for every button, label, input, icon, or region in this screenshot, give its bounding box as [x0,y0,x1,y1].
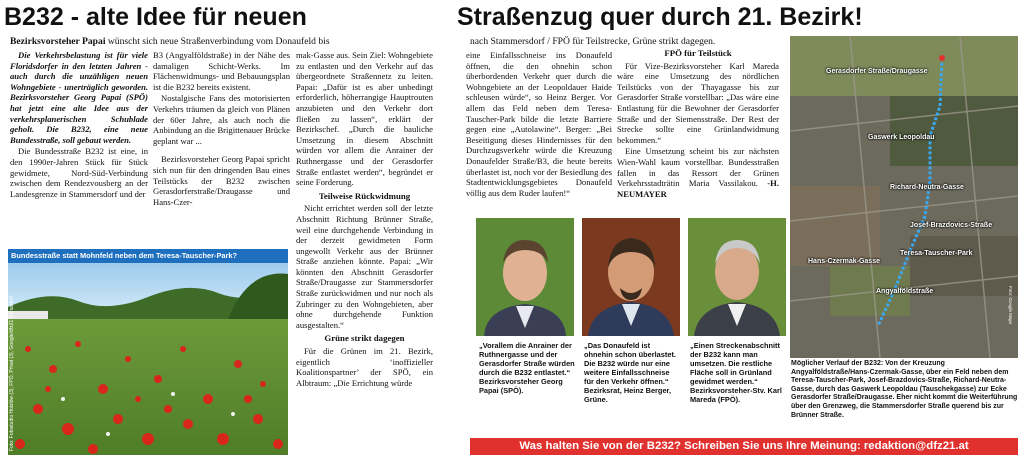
portrait-caption-mareda: „Einen Streckenabschnitt der B232 kann man umsetzen. Die restliche Fläche soll in Grünland gewidmet werden.“ Bezirksvorsteher-Stv. Karl Mareda (FPÖ). [690,341,782,404]
map-label-gaswerk: Gaswerk Leopoldau [868,134,935,141]
column-2 [153,50,290,208]
map-label-gerasdorfer: Gerasdorfer Straße/Draugasse [826,68,928,75]
column-1-paragraph: Die Bundesstraße B232 ist eine, in den 1990er-Jahren Stück für Stück gewidmete, Nord-Süd-Verbindung zwischen dem Rendezvousberg an der Landesgrenze in Stammersdorf und der [10,146,148,199]
satellite-map-image [790,36,1018,358]
map-label-tauscher: Teresa-Tauscher-Park [900,250,973,257]
portrait-papai-image [476,218,574,336]
subheading-gruene: Grüne strikt dagegen [324,333,405,344]
map-caption: Möglicher Verlauf der B232: Von der Kreuzung Angyalföldstraße/Hans-Czermak-Gasse, über ein Feld neben dem Teresa-Tauscher-Park, Josef-Brazdovics-Straße, Richard-Neutra-Gasse, durch das Gaswerk Leopoldau (Tauschekgasse) zur Ecke Gerasdorfer Straße/Draugasse. Eher nicht kommt die Weiterführung über den Grenzweg, die Stammersdorfer Straße querend bis zur Brünner Straße. [791,360,1018,419]
column-3-paragraph-3: Für die Grünen im 21. Bezirk, eigentlich ‘inoffizieller Koalitionspartner’ der SPÖ, ein Albtraum: „Die Errichtung würde [296,346,433,388]
lead-line [10,36,450,47]
map-label-brazdovics: Josef-Brazdovics-Straße [910,222,993,229]
map-credit: Foto: Google Maps [1008,286,1013,325]
map-label-angyalfoeld: Angyalföldstraße [876,288,934,295]
subheading-fpoe: FPÖ für Teilstück [664,48,732,58]
column-5-paragraph-2 [617,146,779,199]
photo-caption: Bundesstraße statt Mohnfeld neben dem Teresa-Tauscher-Park? [8,249,288,263]
portrait-papai [476,218,574,336]
column-2-paragraph-1: B3 (Angyalföldstraße) in der Nähe des damaligen Schicht-Werks. Im Flächenwidmungs- und Bebauungsplan ist die B232 bereits existent. [153,50,290,92]
column-2-paragraph-3: Bezirksvorsteher Georg Papai spricht sich nun für den dringenden Bau eines Teilstücks der B232 zwischen Gerasdorferstraße/Draugasse und Hans-Czer- [153,154,290,207]
subheadline-right: nach Stammersdorf / FPÖ für Teilstrecke, Grüne strikt dagegen. [470,36,716,47]
portrait-berger [582,218,680,336]
column-2-paragraph-2: Nostalgische Fans des motorisierten Verkehrs träumen da gleich von Plänen der 60er Jahre, als auch noch die Anbindung an die Brigittenauer Brücke geplant war ... [153,93,290,146]
column-4-paragraph: eine Einfallsschneise ins Donaufeld öffnen, die den ohnehin schon überbordenden Verkehr quer durch die Wohngebiete an der Leopoldauer Haide schleusen würde“, so Heinz Berger. Vor allem das Feld neben dem Teresa-Tauscher-Park bilde die letzte Barriere gegen eine „Autolawine“. Berger: „Bei Beseitigung dieses Hindernisses für den Durchzugsverkehr würde die Kreuzung Donaufelder Straße/B3, die heute bereits überlastet ist, noch vor der Besiedlung des Stadtentwicklungsgebietes Donaufeld völlig aus dem Ruder laufen!“ [466,50,612,198]
portrait-mareda-image [688,218,786,336]
column-5 [617,48,779,200]
column-5-paragraph-1: Für Vize-Bezirksvorsteher Karl Mareda wäre eine Umsetzung des nördlichen Teilstücks von der Thayagasse bis zur Gerasdorfer Straße vorstellbar: „Das wäre eine Entlastung für die Bewohner der Gerasdorfer Straße und der Siemensstraße. Der Rest der Strecke sollte eine Grünlandwidmung bekommen.“ [617,60,779,145]
satellite-map [790,36,1018,358]
portrait-berger-image [582,218,680,336]
lead-bold: Bezirksvorsteher Papai [10,36,106,47]
portrait-caption-berger: „Das Donaufeld ist ohnehin schon überlastet. Die B232 würde nur eine weitere Einfallsschneise für den Verkehr öffnen.“ Bezirksrat, Heinz Berger, Grüne. [584,341,676,404]
map-label-czermak: Hans-Czermak-Gasse [808,258,880,265]
photo-credit: Foto: Fotostudio Holzlöw (3), FPÖ, Privat (3), Google/dfz21 Gerasdorf [9,296,15,451]
column-4 [466,50,612,199]
column-5-paragraph-2-text: Eine Umsetzung scheint bis zur nächsten Wien-Wahl kaum vorstellbar. Bundesstraßen fallen in das Ressort der Grünen Verkehrsstadträtin Maria Vassilakou. [617,146,779,189]
poppy-field-photo [8,249,288,455]
column-3 [296,50,433,389]
headline-part2: Straßenzug quer durch 21. Bezirk! [457,3,863,31]
reader-banner-text: Was halten Sie von der B232? Schreiben Sie uns Ihre Meinung: redaktion@dfz21.at [519,440,969,452]
headline-part1: B232 - alte Idee für neuen [4,3,307,31]
poppy-field-image [8,249,288,455]
map-label-neutra: Richard-Neutra-Gasse [890,184,964,191]
column-1 [10,50,148,200]
intro-paragraph: Die Verkehrsbelastung ist für viele Floridsdorfer in den letzten Jahren - auch durch die unzähligen neuen Wohngebiete - unerträglich geworden. Bezirksvorsteher Georg Papai (SPÖ) hat jetzt eine alte Idee aus der verkehrsplanerischen Schublade geholt. Die B232, eine neue Bundesstraße, soll gebaut werden. [10,50,148,145]
portrait-mareda [688,218,786,336]
subheading-rueckwidmung: Teilweise Rückwidmung [318,190,411,201]
column-3-paragraph-2: Nicht errichtet werden soll der letzte Abschnitt Richtung Brünner Straße, weil eine durchgehende Verbindung in der derzeit gewidmeten Form ungewollt Verkehr aus der Brünner Straße anziehen könnte. Papai: „Wir könnten den Abschnitt Gerasdorfer Straße/Draugasse zur Stammersdorfer Straße zurückwidmen und nur noch als Zubringer zu den Wohngebieten, aber ohne durchgehende Funktion ausgestalten.“ [296,203,433,330]
author: -H. NEUMAYER [617,178,779,199]
portrait-caption-papai: „Vorallem die Anrainer der Ruthnergasse und der Gerasdorfer Straße würden durch die B232 entlastet.“ Bezirksvorsteher Georg Papai (SPÖ). [479,341,575,395]
lead-rest: wünscht sich neue Straßenverbindung vom Donaufeld bis [105,36,330,47]
column-3-paragraph-1: mak-Gasse aus. Sein Ziel: Wohngebiete zu entlasten und den Verkehr auf das übergeordnete Straßennetz zu leiten. Papai: „Dafür ist es aber unbedingt erforderlich, höherrangige Hauptrouten anzubieten und den Verkehr dort fließen zu lassen“, erklärt der Bezirkschef. „Durch die bauliche Umsetzung in diesem Abschnitt würden vor allem die Anrainer der Ruthnergasse und der Gerasdorfer Straße entlastet werden“, begründet er seine Forderung. [296,50,433,188]
reader-banner [470,438,1018,455]
